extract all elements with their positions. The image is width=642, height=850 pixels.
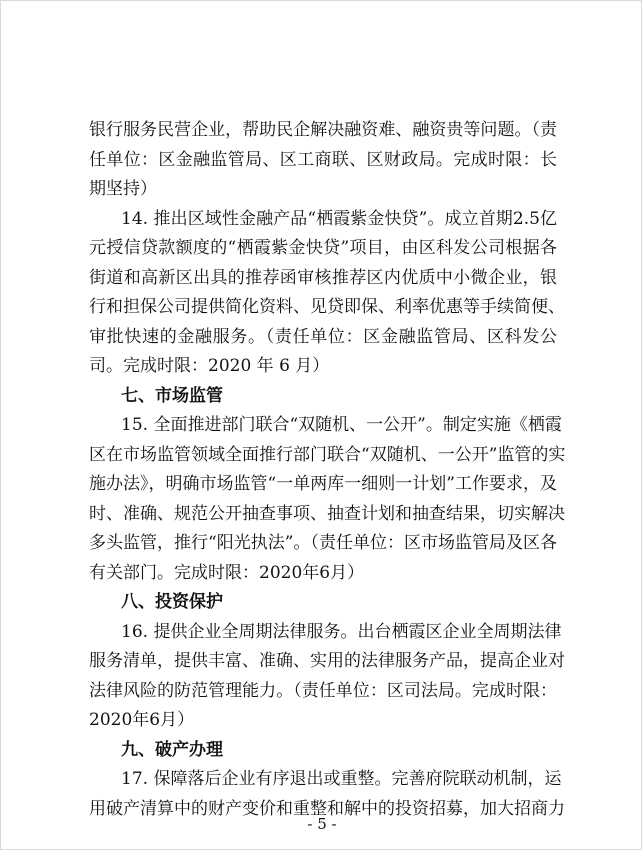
section-heading: 九、破产办理 xyxy=(121,739,223,760)
text-line: 用破产清算中的财产变价和重整和解中的投资招募，加大招商力 xyxy=(89,798,565,819)
text-line: 法律风险的防范管理能力。（责任单位：区司法局。完成时限： xyxy=(89,680,557,701)
text-line: 有关部门。完成时限：2020年6月） xyxy=(89,562,365,583)
text-line: 15. 全面推进部门联合“双随机、一公开”。制定实施《栖霞 xyxy=(121,415,562,435)
section-heading: 八、投资保护 xyxy=(121,592,223,612)
text-line: 司。完成时限：2020 年 6 月） xyxy=(89,356,330,376)
text-line: 银行服务民营企业，帮助民企解决融资难、融资贵等问题。（责 xyxy=(89,120,557,140)
text-line: 行和担保公司提供简化资料、见贷即保、利率优惠等手续简便、 xyxy=(89,297,565,317)
text-line: 审批快速的金融服务。（责任单位：区金融监管局、区科发公 xyxy=(89,326,557,347)
text-line: 街道和高新区出具的推荐函审核推荐区内优质中小微企业，银 xyxy=(89,267,557,288)
text-line: 服务清单，提供丰富、准确、实用的法律服务产品，提高企业对 xyxy=(89,651,565,671)
text-line: 14. 推出区域性金融产品“栖霞紫金快贷”。成立首期2.5亿 xyxy=(121,208,557,229)
text-line: 2020年6月） xyxy=(89,710,195,730)
text-line: 施办法》，明确市场监管“一单两库一细则一计划”工作要求，及 xyxy=(89,474,557,494)
text-line: 任单位：区金融监管局、区工商联、区财政局。完成时限：长 xyxy=(89,149,557,170)
text-line: 16. 提供企业全周期法律服务。出台栖霞区企业全周期法律 xyxy=(121,621,562,642)
text-line: 时、准确、规范公开抽查事项、抽查计划和抽查结果，切实解决 xyxy=(89,503,565,524)
text-line: 多头监管，推行“阳光执法”。（责任单位：区市场监管局及区各 xyxy=(89,533,557,553)
text-line: 期坚持） xyxy=(89,179,157,199)
text-line: 17. 保障落后企业有序退出或重整。完善府院联动机制，运 xyxy=(121,769,562,789)
text-line: 区在市场监管领域全面推行部门联合“双随机、一公开”监管的实 xyxy=(89,444,566,465)
page-number: - 5 - xyxy=(307,815,337,833)
section-heading: 七、市场监管 xyxy=(121,385,223,406)
text-line: 元授信贷款额度的“栖霞紫金快贷”项目，由区科发公司根据各 xyxy=(89,238,557,258)
